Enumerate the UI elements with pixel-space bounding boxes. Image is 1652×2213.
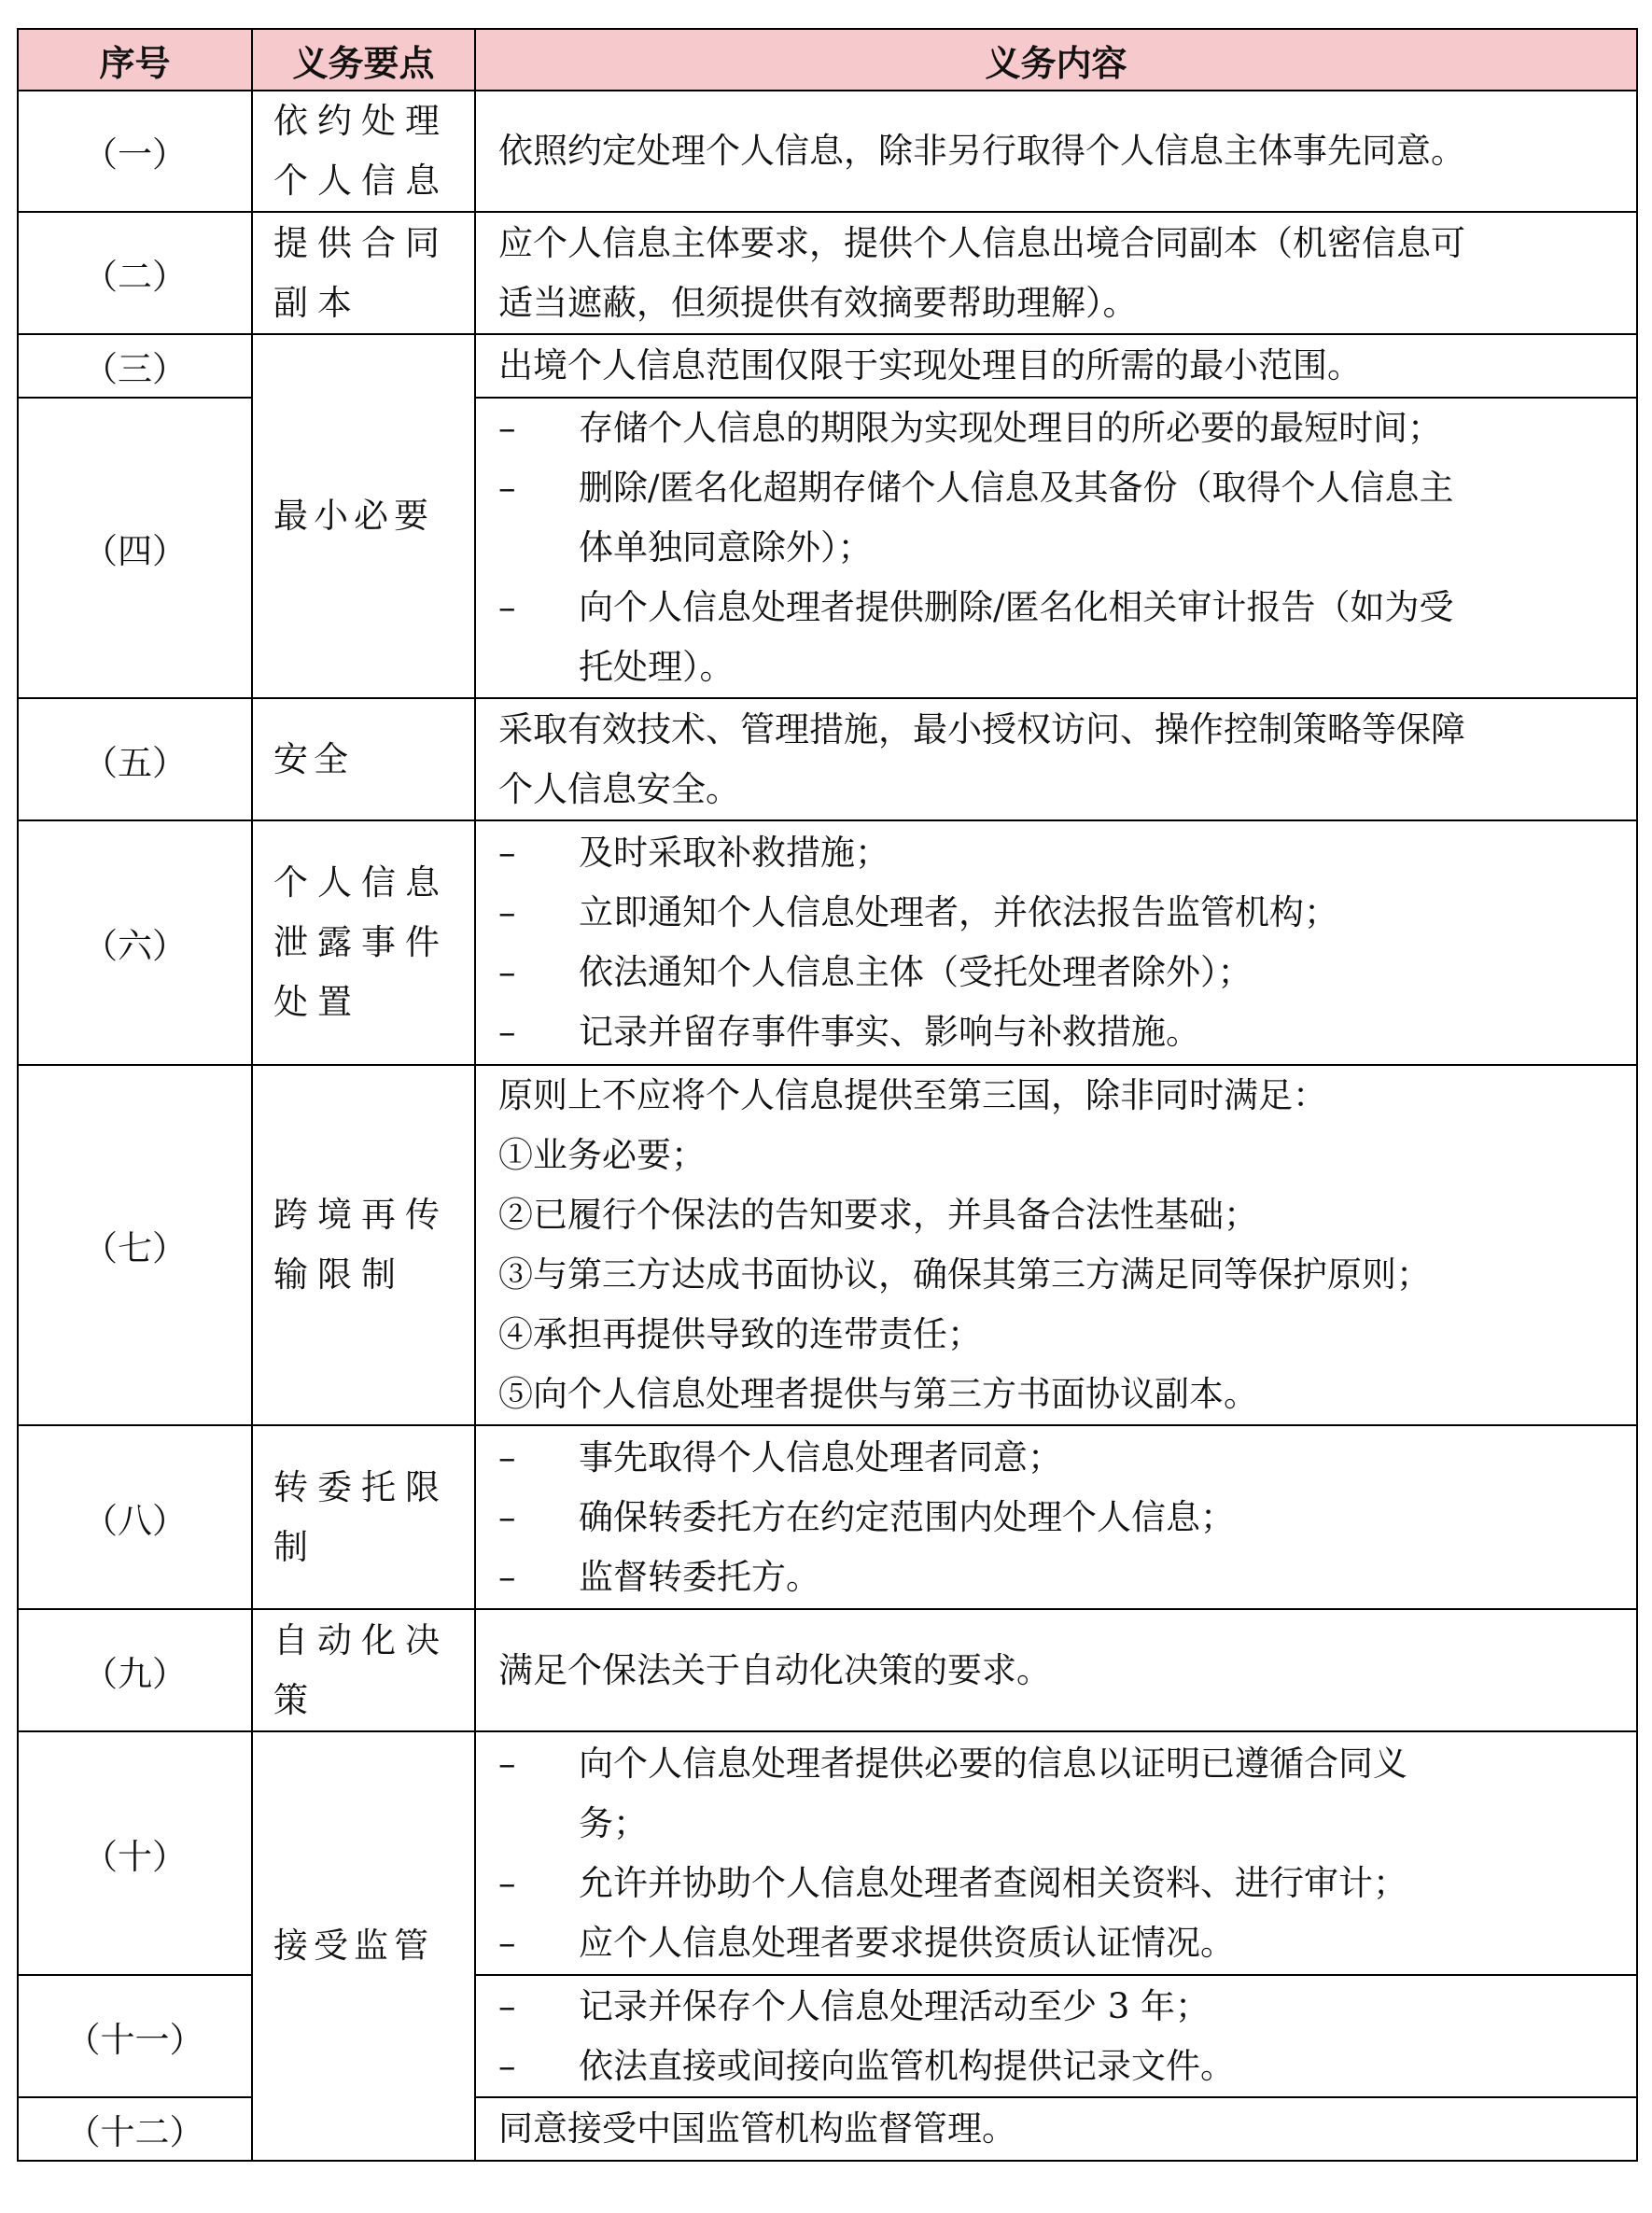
content-line: ②已履行个保法的告知要求，并具备合法性基础； [498,1195,1258,1235]
obligation-point-cell [252,820,475,1065]
bullet-item [498,1977,1623,2037]
bullet-line: 依法通知个人信息主体（受托处理者除外）； [579,952,1253,992]
header-serial-number: 序号 [18,29,252,91]
obligation-point-cell [252,698,475,820]
serial-cell: （四） [18,398,252,698]
dash-marker: – [498,892,516,932]
dash-marker: – [498,587,516,627]
table-row [18,212,1637,334]
bullet-line: 记录并保存个人信息处理活动至少 3 年； [579,1985,1211,2026]
obligation-content-cell [475,91,1637,212]
bullet-line: 向个人信息处理者提供删除/匿名化相关审计报告（如为受 [579,587,1454,627]
obligation-content-cell [475,1975,1637,2097]
obligation-point-line: 安全 [273,738,354,779]
obligation-content-cell [475,820,1637,1065]
bullet-item [498,1002,1623,1062]
obligation-content-cell [475,1065,1637,1425]
bullet-line: 记录并留存事件事实、影响与补救措施。 [579,1012,1200,1052]
content-line: 适当遮蔽，但须提供有效摘要帮助理解）。 [498,282,1138,323]
content-line: 原则上不应将个人信息提供至第三国，除非同时满足： [498,1075,1327,1115]
bullet-item [498,823,1623,883]
dash-marker: – [498,952,516,992]
obligation-point-cell [252,1425,475,1609]
obligation-point-cell [252,212,475,334]
content-line: 同意接受中国监管机构监督管理。 [498,2108,1016,2149]
header-obligation-content: 义务内容 [475,29,1637,91]
obligation-point-line: 制 [273,1526,317,1567]
content-line: 个人信息安全。 [498,768,740,809]
obligation-point-line: 处置 [273,982,361,1022]
bullet-line: 务； [579,1802,648,1843]
table-row [18,1425,1637,1609]
obligation-content-cell [475,334,1637,398]
content-line: 出境个人信息范围仅限于实现处理目的所需的最小范围。 [498,345,1362,385]
obligation-point-line: 个人信息 [273,862,449,903]
bullet-item [498,399,1623,458]
content-line: 满足个保法关于自动化决策的要求。 [498,1649,1051,1690]
serial-cell: （十） [18,1731,252,1975]
bullet-item [498,458,1623,578]
header-obligation-point: 义务要点 [252,29,475,91]
content-line: 依照约定处理个人信息，除非另行取得个人信息主体事先同意。 [498,131,1465,171]
obligation-point-line: 依约处理 [273,101,449,141]
dash-marker: – [498,1862,516,1903]
table-row [18,1609,1637,1731]
serial-cell: （九） [18,1609,252,1731]
serial-cell: （十二） [18,2097,252,2161]
bullet-line: 存储个人信息的期限为实现处理目的所必要的最短时间； [579,408,1442,448]
bullet-line: 事先取得个人信息处理者同意； [579,1436,1062,1478]
bullet-line: 体单独同意除外）； [579,527,873,567]
serial-cell: （十一） [18,1975,252,2097]
dash-marker: – [498,833,516,873]
obligation-point-cell-merged: 接受监管 [252,1731,475,2161]
dash-marker: – [498,1743,516,1784]
obligation-content-cell [475,698,1637,820]
table-row [18,334,1637,398]
obligation-content-cell [475,398,1637,698]
table-row [18,1731,1637,1975]
bullet-item [498,1854,1623,1913]
obligation-point-cell [252,91,475,212]
content-line: ①业务必要； [498,1135,706,1175]
obligation-content-cell [475,2097,1637,2161]
obligation-point-cell-merged: 最小必要 [252,334,475,698]
bullet-line: 依法直接或间接向监管机构提供记录文件。 [579,2045,1235,2086]
serial-cell: （一） [18,91,252,212]
bullet-line: 及时采取补救措施； [579,833,889,873]
obligation-point-line: 跨境再传 [273,1195,449,1235]
table-row [18,820,1637,1065]
dash-marker: – [498,1556,516,1597]
bullet-item [498,883,1623,943]
serial-cell: （五） [18,698,252,820]
dash-marker: – [498,1985,516,2026]
bullet-item [498,1913,1623,1973]
bullet-item [498,1734,1623,1854]
serial-cell: （三） [18,334,252,398]
obligation-content-cell [475,212,1637,334]
bullet-line: 监督转委托方。 [579,1556,820,1597]
serial-cell: （七） [18,1065,252,1425]
header-row [18,29,1637,91]
obligation-point-line: 个人信息 [273,161,449,201]
dash-marker: – [498,408,516,448]
obligation-point-line: 泄露事件 [273,922,449,962]
dash-marker: – [498,1012,516,1052]
bullet-item [498,1548,1623,1607]
serial-cell: （八） [18,1425,252,1609]
bullet-line: 允许并协助个人信息处理者查阅相关资料、进行审计； [579,1862,1407,1903]
obligation-point-line: 转委托限 [273,1466,449,1507]
dash-marker: – [498,2045,516,2086]
bullet-item [498,2037,1623,2096]
obligation-point-line: 提供合同 [273,222,449,263]
content-line: ⑤向个人信息处理者提供与第三方书面协议副本。 [498,1374,1258,1414]
bullet-item [498,578,1623,697]
obligation-content-cell [475,1609,1637,1731]
obligation-point-line: 策 [273,1679,317,1720]
bullet-line: 托处理）。 [579,647,735,687]
bullet-item [498,943,1623,1002]
obligation-point-cell [252,1609,475,1731]
content-line: 采取有效技术、管理措施，最小授权访问、操作控制策略等保障 [498,708,1465,749]
obligation-point-line: 自动化决 [273,1619,449,1660]
table-row [18,698,1637,820]
serial-cell: （六） [18,820,252,1065]
table-row [18,1065,1637,1425]
bullet-line: 立即通知个人信息处理者，并依法报告监管机构； [579,892,1338,932]
dash-marker: – [498,468,516,508]
content-line: 应个人信息主体要求，提供个人信息出境合同副本（机密信息可 [498,222,1465,263]
dash-marker: – [498,1922,516,1963]
bullet-line: 删除/匿名化超期存储个人信息及其备份（取得个人信息主 [579,468,1454,508]
serial-cell: （二） [18,212,252,334]
content-line: ④承担再提供导致的连带责任； [498,1314,982,1354]
obligation-content-cell [475,1425,1637,1609]
bullet-line: 应个人信息处理者要求提供资质认证情况。 [579,1922,1235,1963]
obligation-point-line: 输限制 [273,1254,405,1295]
content-line: ③与第三方达成书面协议，确保其第三方满足同等保护原则； [498,1254,1431,1295]
obligation-content-cell [475,1731,1637,1975]
bullet-item [498,1488,1623,1548]
obligations-table [17,28,1638,2162]
table-row [18,91,1637,212]
obligation-point-cell [252,1065,475,1425]
bullet-item [498,1428,1623,1488]
bullet-line: 向个人信息处理者提供必要的信息以证明已遵循合同义 [579,1743,1407,1784]
dash-marker: – [498,1436,516,1478]
dash-marker: – [498,1496,516,1537]
obligation-point-line: 副本 [273,282,361,323]
bullet-line: 确保转委托方在约定范围内处理个人信息； [579,1496,1235,1537]
